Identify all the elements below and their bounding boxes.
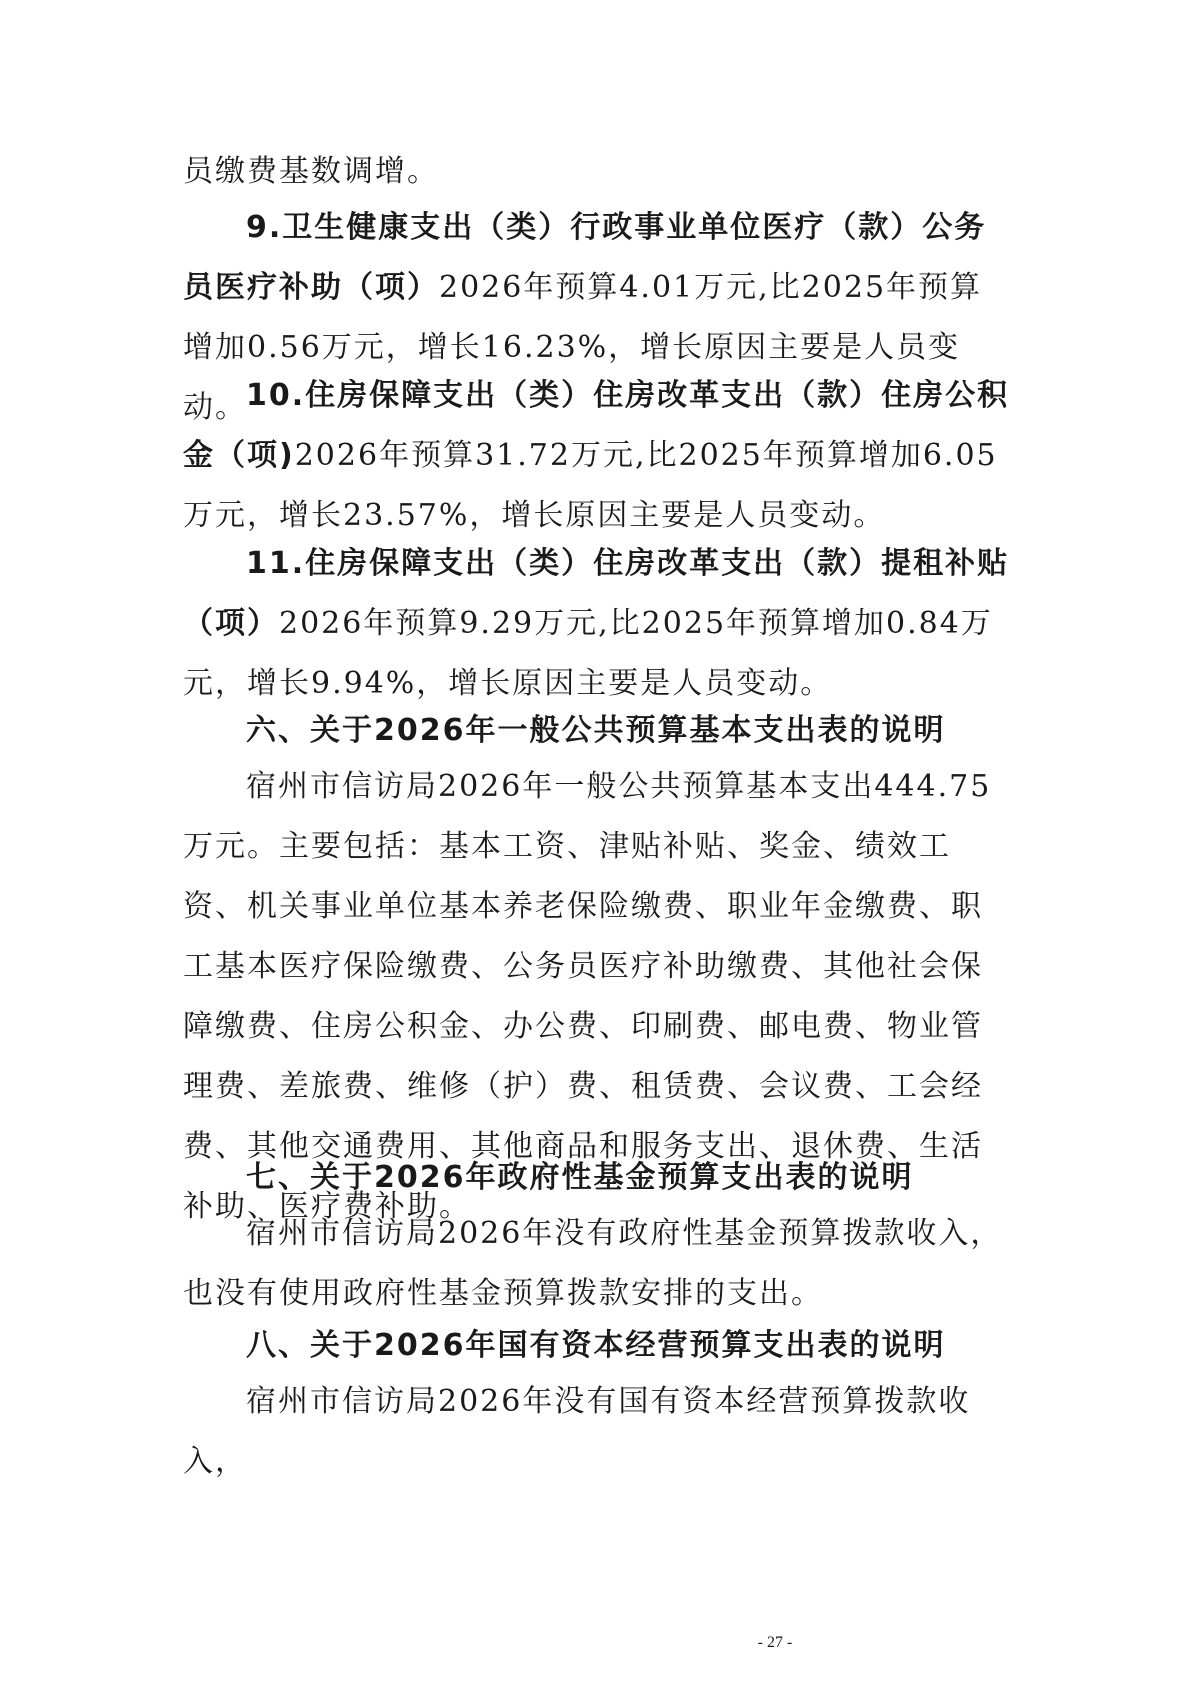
item-11-heading: 11.住房保障支出（类）住房改革支出（款）提租补贴（项） (183, 546, 1010, 641)
item-9-heading: 9.卫生健康支出（类）行政事业单位医疗（款）公务员医疗补助（项） (183, 210, 987, 305)
paragraph-section-6: 宿州市信访局2026年一般公共预算基本支出444.75万元。主要包括：基本工资、津贴补贴、奖金、绩效工资、机关事业单位基本养老保险缴费、职业年金缴费、职工基本医疗保险缴费、公务员医疗补助缴费、其他社会保障缴费、住房公积金、办公费、印刷费、邮电费、物业管理费、差旅费、维修（护）费、租赁费、会议费、工会经费、其他交通费用、其他商品和服务支出、退休费、生活补助、医疗费补助。 (183, 769, 992, 1224)
item-9-body: 2026年预算4.01万元,比2025年预算增加0.56万元，增长16.23%，增长原因主要是人员变动。 (183, 270, 983, 425)
item-11-body: 2026年预算9.29万元,比2025年预算增加0.84万元，增长9.94%，增长原因主要是人员变动。 (183, 606, 993, 701)
paragraph-item-11 (183, 534, 1013, 714)
page-number: - 27 - (757, 1634, 793, 1651)
paragraph-section-7: 宿州市信访局2026年没有政府性基金预算拨款收入，也没有使用政府性基金预算拨款安排的支出。 (183, 1216, 1003, 1311)
item-10-heading: 10.住房保障支出（类）住房改革支出（款）住房公积金（项) (183, 378, 1010, 473)
item-10-body: 2026年预算31.72万元,比2025年预算增加6.05万元，增长23.57%，增长原因主要是人员变动。 (183, 438, 998, 533)
section-heading-6: 六、关于2026年一般公共预算基本支出表的说明 (246, 713, 946, 748)
paragraph-section-8: 宿州市信访局2026年没有国有资本经营预算拨款收入， (183, 1384, 971, 1479)
paragraph-continuation: 员缴费基数调增。 (183, 154, 439, 189)
section-heading-7: 七、关于2026年政府性基金预算支出表的说明 (246, 1160, 914, 1195)
section-heading-8: 八、关于2026年国有资本经营预算支出表的说明 (246, 1328, 946, 1363)
paragraph-item-10 (183, 366, 1013, 546)
